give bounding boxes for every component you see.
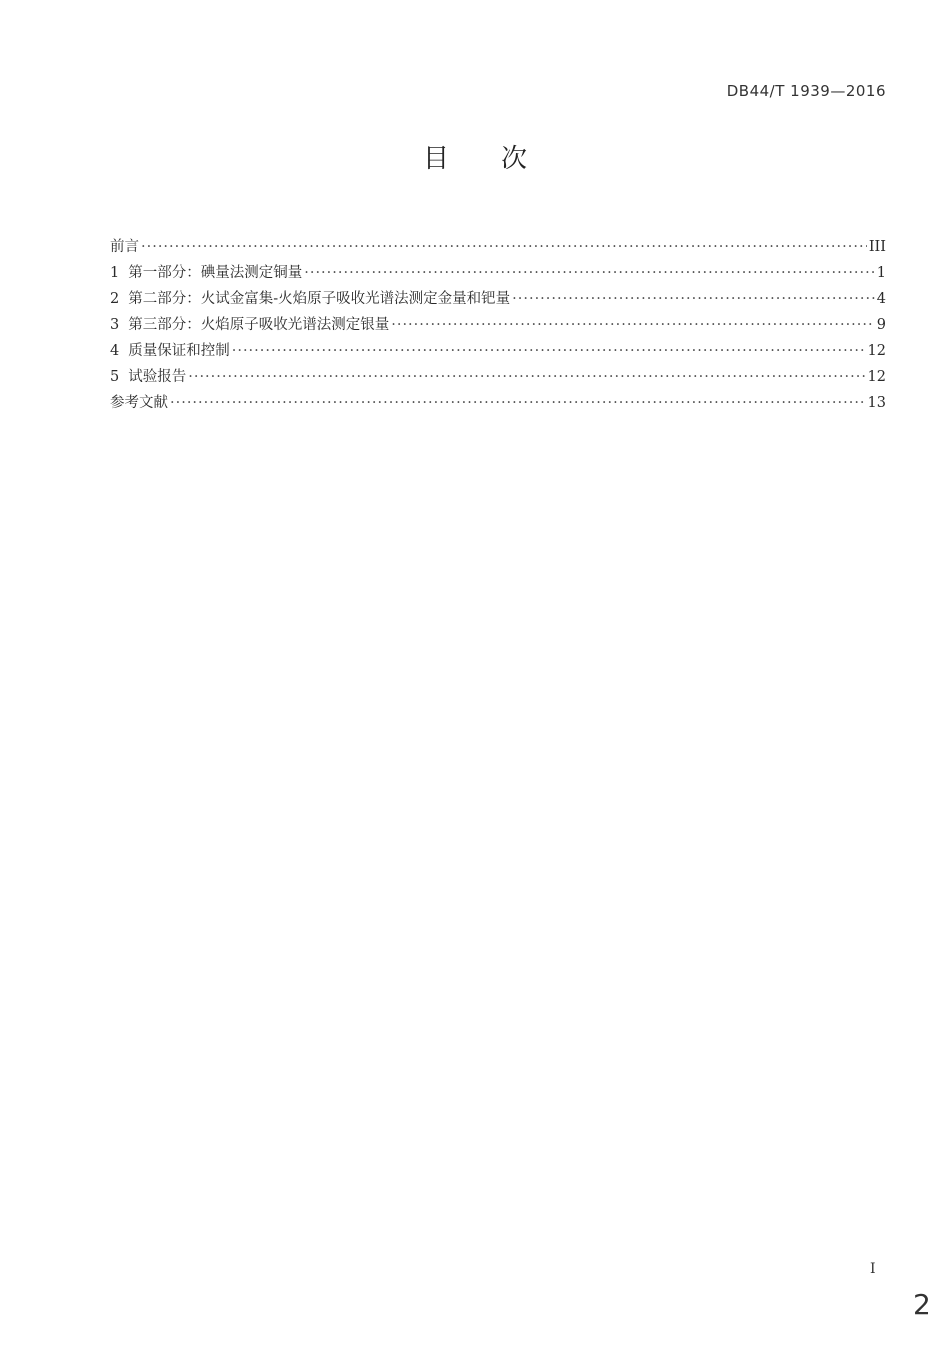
footer-page-number: I — [870, 1261, 876, 1277]
toc-leader — [512, 286, 875, 312]
toc-entry-number: 3 — [110, 317, 120, 333]
toc-entry-label: 5 试验报告 — [110, 364, 186, 390]
toc-entry-number: 2 — [110, 291, 120, 307]
toc-entry-2[interactable] — [110, 286, 886, 312]
toc-leader — [232, 338, 866, 364]
toc-entry-label: 2 第二部分：火试金富集-火焰原子吸收光谱法测定金量和钯量 — [110, 286, 510, 312]
page-title: 目次 — [422, 144, 579, 174]
toc-entry-label: 参考文献 — [110, 395, 168, 411]
toc-entry-page: 1 — [876, 265, 886, 281]
toc-entry-references[interactable] — [110, 390, 886, 416]
toc-leader — [141, 234, 867, 260]
scan-page-number: 2 — [913, 1288, 931, 1321]
toc-leader — [188, 364, 865, 390]
toc-leader — [170, 390, 866, 416]
toc-entry-number: 1 — [110, 265, 120, 281]
toc-entry-3[interactable] — [110, 312, 886, 338]
toc-entry-label: 1 第一部分：碘量法测定铜量 — [110, 260, 302, 286]
toc-entry-page: 9 — [876, 317, 886, 333]
toc-entry-4[interactable] — [110, 338, 886, 364]
toc-entry-preface[interactable] — [110, 234, 886, 260]
toc-entry-5[interactable] — [110, 364, 886, 390]
table-of-contents — [110, 234, 886, 416]
toc-entry-label: 3 第三部分：火焰原子吸收光谱法测定银量 — [110, 312, 389, 338]
toc-entry-page: 12 — [867, 343, 886, 359]
toc-leader — [304, 260, 875, 286]
toc-entry-page: III — [868, 239, 886, 255]
toc-entry-number: 5 — [110, 369, 120, 385]
toc-entry-label: 4 质量保证和控制 — [110, 338, 230, 364]
document-code: DB44/T 1939—2016 — [726, 82, 886, 100]
toc-entry-number: 4 — [110, 343, 120, 359]
toc-entry-1[interactable] — [110, 260, 886, 286]
toc-entry-page: 4 — [876, 291, 886, 307]
toc-entry-page: 12 — [867, 369, 886, 385]
toc-entry-label: 前言 — [110, 239, 139, 255]
toc-entry-page: 13 — [867, 395, 886, 411]
toc-leader — [391, 312, 875, 338]
